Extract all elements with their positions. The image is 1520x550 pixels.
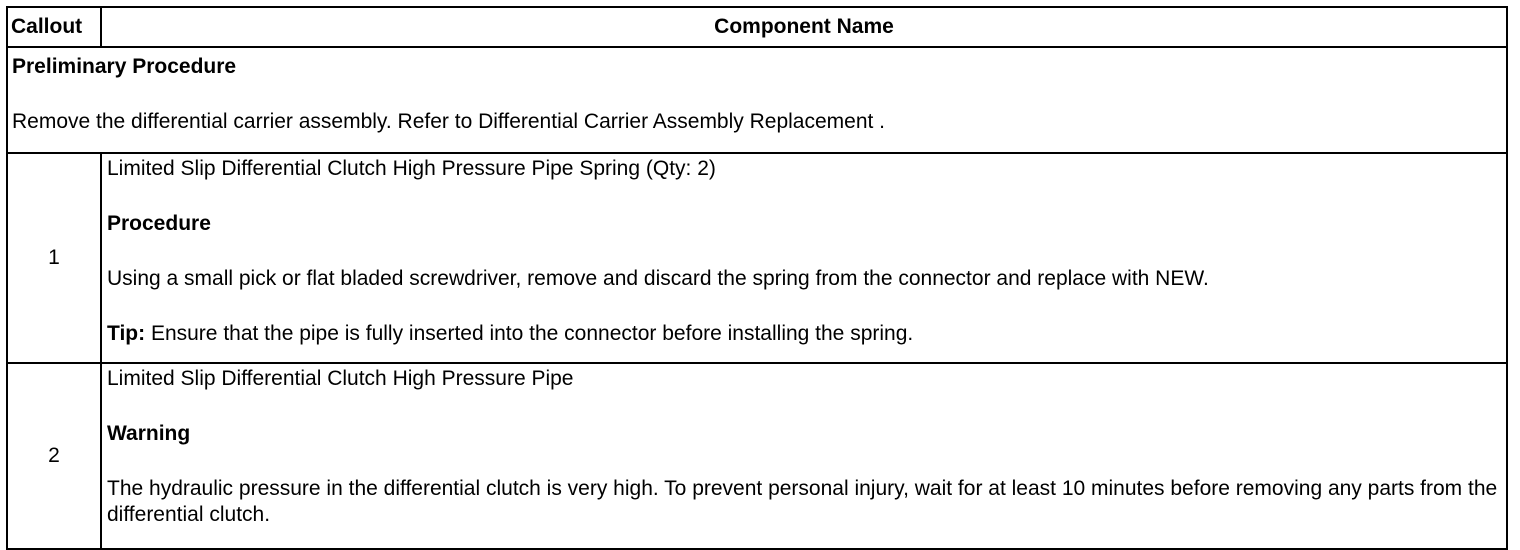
warning-heading: Warning: [107, 422, 191, 445]
component-table: [6, 6, 1508, 550]
callout-number: 2: [7, 363, 101, 549]
preliminary-procedure-row: [7, 47, 1507, 153]
component-cell: [101, 153, 1507, 363]
preliminary-procedure-cell: [7, 47, 1507, 153]
callout-column-header: Callout: [7, 7, 101, 47]
warning-text: The hydraulic pressure in the differential clutch is very high. To prevent personal injury, wait for at least 10 minutes before removing any parts from the differential clutch.: [107, 477, 1498, 526]
component-cell: [101, 363, 1507, 549]
tip-note: [107, 321, 1500, 347]
component-name-column-header: Component Name: [101, 7, 1507, 47]
tip-text: Ensure that the pipe is fully inserted into the connector before installing the spring.: [145, 322, 914, 345]
preliminary-procedure-text: Remove the differential carrier assembly. Refer to Differential Carrier Assembly Replacement .: [12, 110, 886, 133]
callout-number: 1: [7, 153, 101, 363]
table-row: [7, 363, 1507, 549]
tip-label: Tip:: [107, 322, 146, 345]
procedure-instruction: Using a small pick or flat bladed screwdriver, remove and discard the spring from the connector and replace with NEW.: [107, 267, 1209, 290]
procedure-heading: Procedure: [107, 212, 211, 235]
component-name: Limited Slip Differential Clutch High Pressure Pipe Spring (Qty: 2): [107, 157, 716, 180]
table-header-row: [7, 7, 1507, 47]
table-row: [7, 153, 1507, 363]
preliminary-procedure-heading: Preliminary Procedure: [12, 55, 237, 78]
component-name: Limited Slip Differential Clutch High Pressure Pipe: [107, 367, 574, 390]
